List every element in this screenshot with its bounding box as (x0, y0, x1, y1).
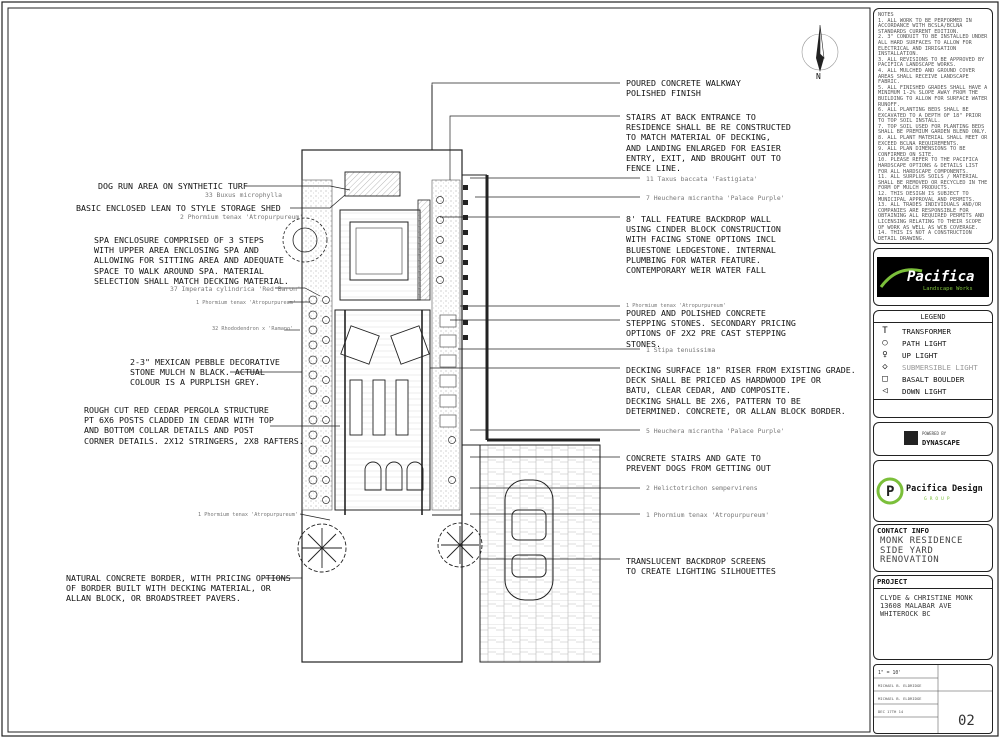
label-rhododendron: 32 Rhododendron x 'Ramapo' (212, 326, 294, 332)
label-stepping: POURED AND POLISHED CONCRETE STEPPING STONES. SECONDARY PRICING OPTIONS OF 2X2 PRE CAST STEPPING STONES. (626, 308, 796, 349)
label-shed: BASIC ENCLOSED LEAN TO STYLE STORAGE SHED (76, 203, 281, 213)
down-light-icon: ◁ (882, 386, 888, 396)
legend-item-transformer: T TRANSFORMER (878, 325, 988, 337)
label-walkway: POURED CONCRETE WALKWAY POLISHED FINISH (626, 78, 741, 99)
legend-item-path-light: ○ PATH LIGHT (878, 337, 988, 349)
label-heuchera-5: 5 Heuchera micrantha 'Palace Purple' (646, 427, 785, 435)
notes-panel (873, 8, 993, 244)
spa-enclosure (340, 210, 420, 300)
label-pebble: 2-3" MEXICAN PEBBLE DECORATIVE STONE MULCH N BLACK. ACTUAL COLOUR IS A PURPLISH GREY. (130, 357, 280, 388)
svg-text:DYNASCAPE: DYNASCAPE (922, 439, 960, 447)
label-phormium-r: 1 Phormium tenax 'Atropurpureum' (626, 303, 726, 309)
label-phormium-1a: 1 Phormium tenax 'Atropurpureum' (196, 300, 296, 306)
dynascape-logo-icon (904, 427, 964, 451)
project-name: MONK RESIDENCE SIDE YARD RENOVATION (880, 536, 963, 565)
pacifica-logo-name: Pacifica (907, 269, 975, 285)
pacifica-logo-sub: Landscape Works (923, 286, 973, 292)
notes-text: NOTES 1. ALL WORK TO BE PERFORMED IN ACCORDANCE WITH BCSLA/BCLNA STANDARDS CURRENT EDITION. 2. 3" CONDUIT TO BE INSTALLED UNDER ALL HARD SURFACES TO ALLOW FOR ELECTRICAL AND IRRIGATION INSTALLATION. 3. ALL REVISIONS TO BE APPROVED BY PACIFICA LANDSCAPE WORKS. 4. ALL MULCHED AND GROUND COVER AREAS SHALL RECEIVE LANDSCAPE FABRIC. 5. ALL FINISHED GRADES SHALL HAVE A MINIMUM 1-2% SLOPE AWAY FROM THE BUILDING TO ALLOW FOR SURFACE WATER RUNOFF. 6. ALL PLANTING BEDS SHALL BE EXCAVATED TO A DEPTH OF 18" PRIOR TO TOP SOIL INSTALL. 7. TOP SOIL USED FOR PLANTING BEDS SHALL BE PREMIUM GARDEN BLEND ONLY. 8. ALL PLANT MATERIAL SHALL MEET OR EXCEED BCLNA REQUIREMENTS. 9. ALL PLAN DIMENSIONS TO BE CONFIRMED ON SITE. 10. PLEASE REFER TO THE PACIFICA HARDSCAPE OPTIONS & DETAILS LIST FOR ALL HARDSCAPE COMPONENTS. 11. ALL SURPLUS SOILS / MATERIAL SHALL BE REMOVED OR RECYCLED IN THE FORM OF MULCH PRODUCTS. 12. THIS DESIGN IS SUBJECT TO MUNICIPAL APPROVAL AND PERMITS. 13. ALL TRADES INDIVIDUALS AND/OR COMPANIES ARE RESPONSIBLE FOR OBTAINING ALL REQUIRED PERMITS AND LICENSING RELATING TO THEIR SCOPE OF WORK AS WELL AS WCB COVERAGE. 14. THIS IS NOT A CONSTRUCTION DETAIL DRAWING. (878, 12, 988, 242)
title-block-grid (874, 665, 992, 733)
svg-text:POWERED BY: POWERED BY (922, 431, 947, 436)
tb-scale: 1" = 10' (878, 671, 902, 676)
submersible-light-icon: ◇ (882, 362, 888, 372)
label-helictotrichon: 2 Helictotrichon sempervirens (646, 484, 758, 492)
label-gate: CONCRETE STAIRS AND GATE TO PREVENT DOGS FROM GETTING OUT (626, 453, 771, 474)
legend-panel (873, 310, 993, 418)
pacifica-logo-icon (877, 257, 989, 297)
label-decking: DECKING SURFACE 18" RISER FROM EXISTING GRADE. DECK SHALL BE PRICED AS HARDWOOD IPE OR BATU, CLEAR CEDAR, AND COMPOSITE. DECKING SHALL BE 2X6, PATTERN TO BE DETERMINED. CONCRETE, OR ALLAN BLOCK BORDER. (626, 365, 856, 416)
svg-text:GROUP: GROUP (924, 497, 953, 502)
project-panel (873, 575, 993, 660)
label-phormium-2: 2 Phormium tenax 'Atropurpureum' (180, 213, 304, 221)
title-block-panel (873, 664, 993, 734)
pacifica-design-logo-icon (876, 473, 990, 513)
label-dog-run: DOG RUN AREA ON SYNTHETIC TURF (98, 181, 248, 191)
svg-text:P: P (886, 484, 895, 500)
path-light-icon: ○ (882, 338, 888, 348)
tree-lower-right (438, 523, 482, 567)
pacifica-logo-panel (873, 248, 993, 306)
legend-item-boulder: □ BASALT BOULDER (878, 373, 988, 385)
contact-title: CONTACT INFO (877, 526, 929, 535)
label-phormium-1b: 1 Phormium tenax 'Atropurpureum' (198, 512, 298, 518)
label-stairs: STAIRS AT BACK ENTRANCE TO RESIDENCE SHALL BE RE CONSTRUCTED TO MATCH MATERIAL OF DECKING, AND LANDING ENLARGED FOR EASIER ENTRY, EXIT, AND BROUGHT OUT TO FENCE LINE. (626, 112, 791, 174)
north-label: N (816, 72, 821, 81)
up-light-icon: ♀ (882, 350, 888, 360)
label-phormium-r2: 1 Phormium tenax 'Atropurpureum' (646, 511, 770, 519)
feature-wall (418, 200, 430, 300)
label-taxus: 11 Taxus baccata 'Fastigiata' (646, 175, 758, 183)
label-buxus: 33 Buxus microphylla (205, 191, 282, 199)
deck-pergola (335, 310, 430, 515)
svg-text:Pacifica Design: Pacifica Design (906, 484, 983, 494)
contact-panel (873, 524, 993, 572)
basalt-boulder-icon: □ (882, 374, 888, 384)
legend-item-submersible: ◇ SUBMERSIBLE LIGHT (878, 361, 988, 373)
label-feature-wall: 8' TALL FEATURE BACKDROP WALL USING CINDER BLOCK CONSTRUCTION WITH FACING STONE OPTIONS INCL BLUESTONE LEDGESTONE. INTERNAL PLUMBING FOR WATER FEATURE. CONTEMPORARY WEIR WATER FALL (626, 214, 781, 276)
label-stipa: 1 Stipa tenuissima (646, 346, 716, 354)
tb-date: DEC 17TH 14 (878, 709, 904, 714)
north-arrow-icon (802, 25, 838, 72)
client-address: CLYDE & CHRISTINE MONK 13608 MALABAR AVE WHITEROCK BC (880, 594, 973, 618)
tb-checked: MICHAEL B. ELDRIDGE (878, 696, 922, 701)
tb-sheet-number: 02 (958, 713, 975, 729)
storage-shed (345, 172, 400, 196)
label-pergola: ROUGH CUT RED CEDAR PERGOLA STRUCTURE PT 6X6 POSTS CLADDED IN CEDAR WITH TOP AND BOTTOM COLLAR DETAILS AND POST CORNER DETAILS. 2X12 STRINGERS, 2X8 RAFTERS. (84, 405, 304, 446)
project-title: PROJECT (877, 577, 908, 586)
transformer-icon: T (882, 326, 888, 336)
design-logo-panel (873, 460, 993, 522)
left-hedge (302, 180, 332, 510)
label-spa: SPA ENCLOSURE COMPRISED OF 3 STEPS WITH UPPER AREA ENCLOSING SPA AND ALLOWING FOR SITTING AREA AND ADEQUATE SPACE TO WALK AROUND SPA. MATERIAL SELECTION SHALL MATCH DECKING MATERIAL. (94, 235, 289, 286)
label-imperata: 37 Imperata cylindrica 'Red Baron' (170, 285, 301, 293)
dynascape-panel (873, 422, 993, 456)
label-border: NATURAL CONCRETE BORDER, WITH PRICING OPTIONS OF BORDER BUILT WITH DECKING MATERIAL, OR ALLAN BLOCK, OR BROADSTREET PAVERS. (66, 573, 291, 604)
label-screens: TRANSLUCENT BACKDROP SCREENS TO CREATE LIGHTING SILHOUETTES (626, 556, 776, 577)
legend-item-down-light: ◁ DOWN LIGHT (878, 385, 988, 397)
tb-drawn: MICHAEL B. ELDRIDGE (878, 683, 922, 688)
legend-item-up-light: ♀ UP LIGHT (878, 349, 988, 361)
label-heuchera-7: 7 Heuchera micrantha 'Palace Purple' (646, 194, 785, 202)
legend-title: LEGEND (920, 313, 946, 321)
